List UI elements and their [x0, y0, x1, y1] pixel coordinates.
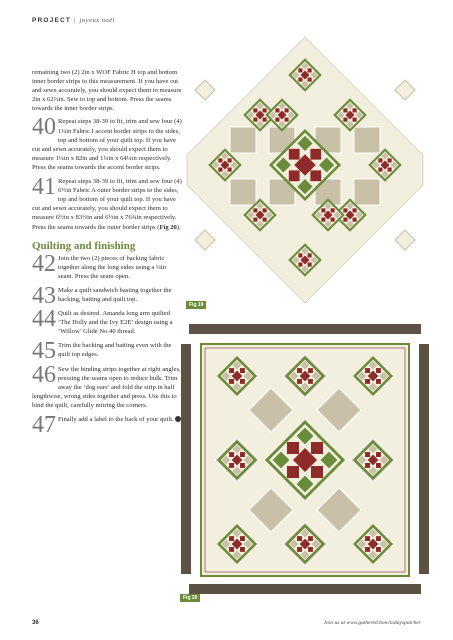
- step-number: 41: [32, 174, 56, 201]
- step-text: Repeat steps 38-39 to fit, trim and sew four (4) 6½in Fabric A outer border strips to the sides, top and bottom of your quilt top. If you have cut and sewn accurately, you should expect them to measure 6½in x 83½in and 6½in x 76¾in respectively. Press the seams towards the outer border strips (: [32, 178, 182, 231]
- fig20-diagram: [179, 318, 431, 600]
- step-number: 44: [32, 306, 56, 333]
- outer-border-left: [181, 344, 191, 574]
- step-number: 46: [32, 361, 56, 388]
- step-number: 40: [32, 114, 56, 141]
- outer-border-bottom: [189, 584, 421, 594]
- setting-diamond: [195, 230, 215, 250]
- divider: |: [74, 17, 77, 24]
- section-heading: Quilting and finishing: [32, 239, 136, 252]
- fig19-caption: Fig 19: [186, 301, 206, 309]
- step-47: [32, 412, 182, 438]
- outer-border-right: [419, 344, 429, 574]
- step-text: Quilt as desired. Amanda long arm quilted ‘The Holly and the Ivy E2E’ design using a ‘Willow’ Glide No.40 thread.: [58, 310, 173, 336]
- step-44: [32, 306, 182, 336]
- fig19-diagram: [185, 35, 425, 305]
- section-label: PROJECT: [32, 17, 72, 24]
- setting-diamond: [395, 230, 415, 250]
- project-name: joyeux noël: [79, 17, 115, 24]
- footer-text: Join us at www.gathered.how/todayspatcher: [323, 620, 421, 626]
- setting-diamond: [395, 80, 415, 100]
- setting-square: [230, 127, 256, 153]
- page-header: [32, 17, 115, 24]
- setting-square: [230, 179, 256, 205]
- step-41: [32, 174, 182, 232]
- setting-diamond: [195, 80, 215, 100]
- step-45: [32, 338, 182, 365]
- fig20-caption: Fig 20: [180, 594, 200, 602]
- step-number: 45: [32, 338, 56, 365]
- setting-square: [354, 179, 380, 205]
- instructions-column: [32, 68, 182, 438]
- step-42: [32, 250, 182, 281]
- step-text: Sew the binding strips together at right angles, pressing the seams open to reduce bulk. Trim away the ‘dog ears’ and fold the strip in half lengthwise, wrong sides together and press. Use this to bind the quilt, carefully mitring the corners.: [32, 365, 181, 409]
- step-text: Finally add a label to the back of your quilt.: [58, 416, 174, 423]
- fig-reference: Fig 20: [159, 223, 177, 231]
- step-text: Join the two (2) pieces of backing fabric together along the long sides using a ¼in seam. Press the seam open.: [58, 254, 167, 280]
- intro-paragraph: remaining two (2) 2in x WOF Fabric H top and bottom inner border strips to this measurement. If you have cut and sewn accurately, you should expect them to measure 2in x 62⅔in. Sew to top and bottom. Press the seams towards the inner border strips.: [32, 69, 182, 113]
- step-number: 47: [32, 412, 56, 438]
- step-text: Trim the backing and batting even with the quilt top edges.: [58, 342, 172, 359]
- setting-square: [354, 127, 380, 153]
- step-text: Make a quilt sandwich basting together the backing, batting and quilt top.: [58, 286, 172, 303]
- step-40: [32, 114, 182, 172]
- page-number: 36: [32, 620, 39, 626]
- step-43: [32, 282, 182, 309]
- step-tail: ).: [176, 223, 181, 231]
- outer-border-top: [189, 324, 421, 334]
- step-number: 43: [32, 282, 56, 309]
- step-number: 42: [32, 250, 56, 277]
- step-text: Repeat steps 38-39 to fit, trim and sew four (4) 1¼in Fabric I accent border strips to the sides, top and bottom of your quilt top. If you have cut and sewn accurately, you should expect them to measure 1¼in x 82in and 1¼in x 64¼in respectively. Press the seams towards the accent border strips.: [32, 118, 182, 171]
- step-46: [32, 361, 182, 410]
